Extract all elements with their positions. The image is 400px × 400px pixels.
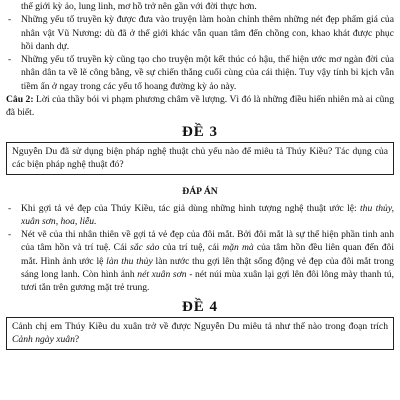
- bullet-italic: thu thủy, xuân sơn, hoa, liễu.: [21, 202, 394, 227]
- dash-marker: -: [8, 202, 12, 214]
- de-4-question-box: [6, 317, 394, 351]
- de-3-question-box: Nguyễn Du đã sử dụng biện pháp nghệ thuật chủ yếu nào để miêu tả Thúy Kiều? Tác dụng của các biện pháp nghệ thuật đó?: [6, 142, 394, 176]
- italic-sac-sao: sắc sảo: [130, 242, 160, 254]
- italic-lan-thu-thuy: làn thu thủy: [106, 255, 153, 267]
- bullet-text: Những yếu tố truyền kỳ được đưa vào truyện làm hoàn chỉnh thêm những nét đẹp phẩm giá của nhân vật Vũ Nương: dù đã ở thế giới khác vẫn quan tâm đến chồng con, khao khát được phục hồi danh dự.: [21, 14, 394, 52]
- bullet-vu-nuong: [6, 13, 394, 53]
- cau-2-label: Câu 2:: [6, 94, 34, 106]
- cau-2: [6, 93, 394, 120]
- text-part: làn nước thu gợi lên thật sống động vẻ đẹp của đôi mắt trong sáng long lanh. Còn hình ảnh: [21, 255, 394, 281]
- cau-2-text: Lời của thầy bói vi phạm phương châm về lượng. Vì đó là những điều hiển nhiên mà ai cũng đã biết.: [6, 94, 394, 119]
- dap-an-bullet-2: [6, 228, 394, 294]
- de-3-heading: ĐỀ 3: [181, 123, 219, 140]
- dap-an-heading: ĐÁP ÁN: [182, 186, 218, 198]
- dap-an-bullet-1: [6, 202, 394, 229]
- document-page: [6, 0, 394, 350]
- italic-man-ma: mặn mà: [222, 242, 254, 254]
- dash-marker: -: [8, 229, 12, 241]
- top-line: thế giới kỳ ảo, lung linh, mơ hồ trở nên gần với đời thực hơn.: [21, 1, 257, 12]
- poem-title: Cảnh ngày xuân: [12, 333, 75, 345]
- text-part: - nét núi mùa xuân lại gợi lên đôi lông mày thanh tú, tươi tắn trên gương mặt trẻ trung.: [21, 269, 394, 294]
- bullet-text: Những yếu tố truyền kỳ cũng tạo cho truyện một kết thúc có hậu, thể hiện ước mơ ngàn đời của nhân dân ta về lẽ công bằng, về sự chiến thắng cuối cùng của cái thiện. Tuy vậy tính bi kịch vẫn tiềm ẩn ở ngay trong các yếu tố hoang đường kỳ ảo này.: [21, 54, 394, 92]
- text-part: của tâm hồn đều liên quan đến đôi mắt. Hình ảnh ước lệ: [21, 242, 394, 267]
- question-end: ?: [74, 333, 80, 345]
- dash-marker: -: [8, 14, 12, 26]
- dash-marker: -: [8, 54, 12, 66]
- text-part: Nét vẽ của thi nhân thiên về gợi tả vẻ đẹp của đôi mắt. Bởi đôi mắt là sự thể hiện phần tinh anh của tâm hồn và trí tuệ. Cái: [21, 229, 394, 254]
- de-4-heading: ĐỀ 4: [181, 298, 219, 315]
- bullet-happy-ending: [6, 53, 394, 93]
- italic-net-xuan-son: nét xuân sơn: [137, 269, 187, 281]
- question-text: Cảnh chị em Thúy Kiều du xuân trở về được Nguyễn Du miêu tả như thế nào trong đoạn trích: [12, 320, 388, 332]
- bullet-text: Khi gợi tả vẻ đẹp của Thúy Kiều, tác giả dùng những hình tượng nghệ thuật ước lệ:: [21, 202, 357, 214]
- text-part: của trí tuệ, cái: [159, 242, 223, 254]
